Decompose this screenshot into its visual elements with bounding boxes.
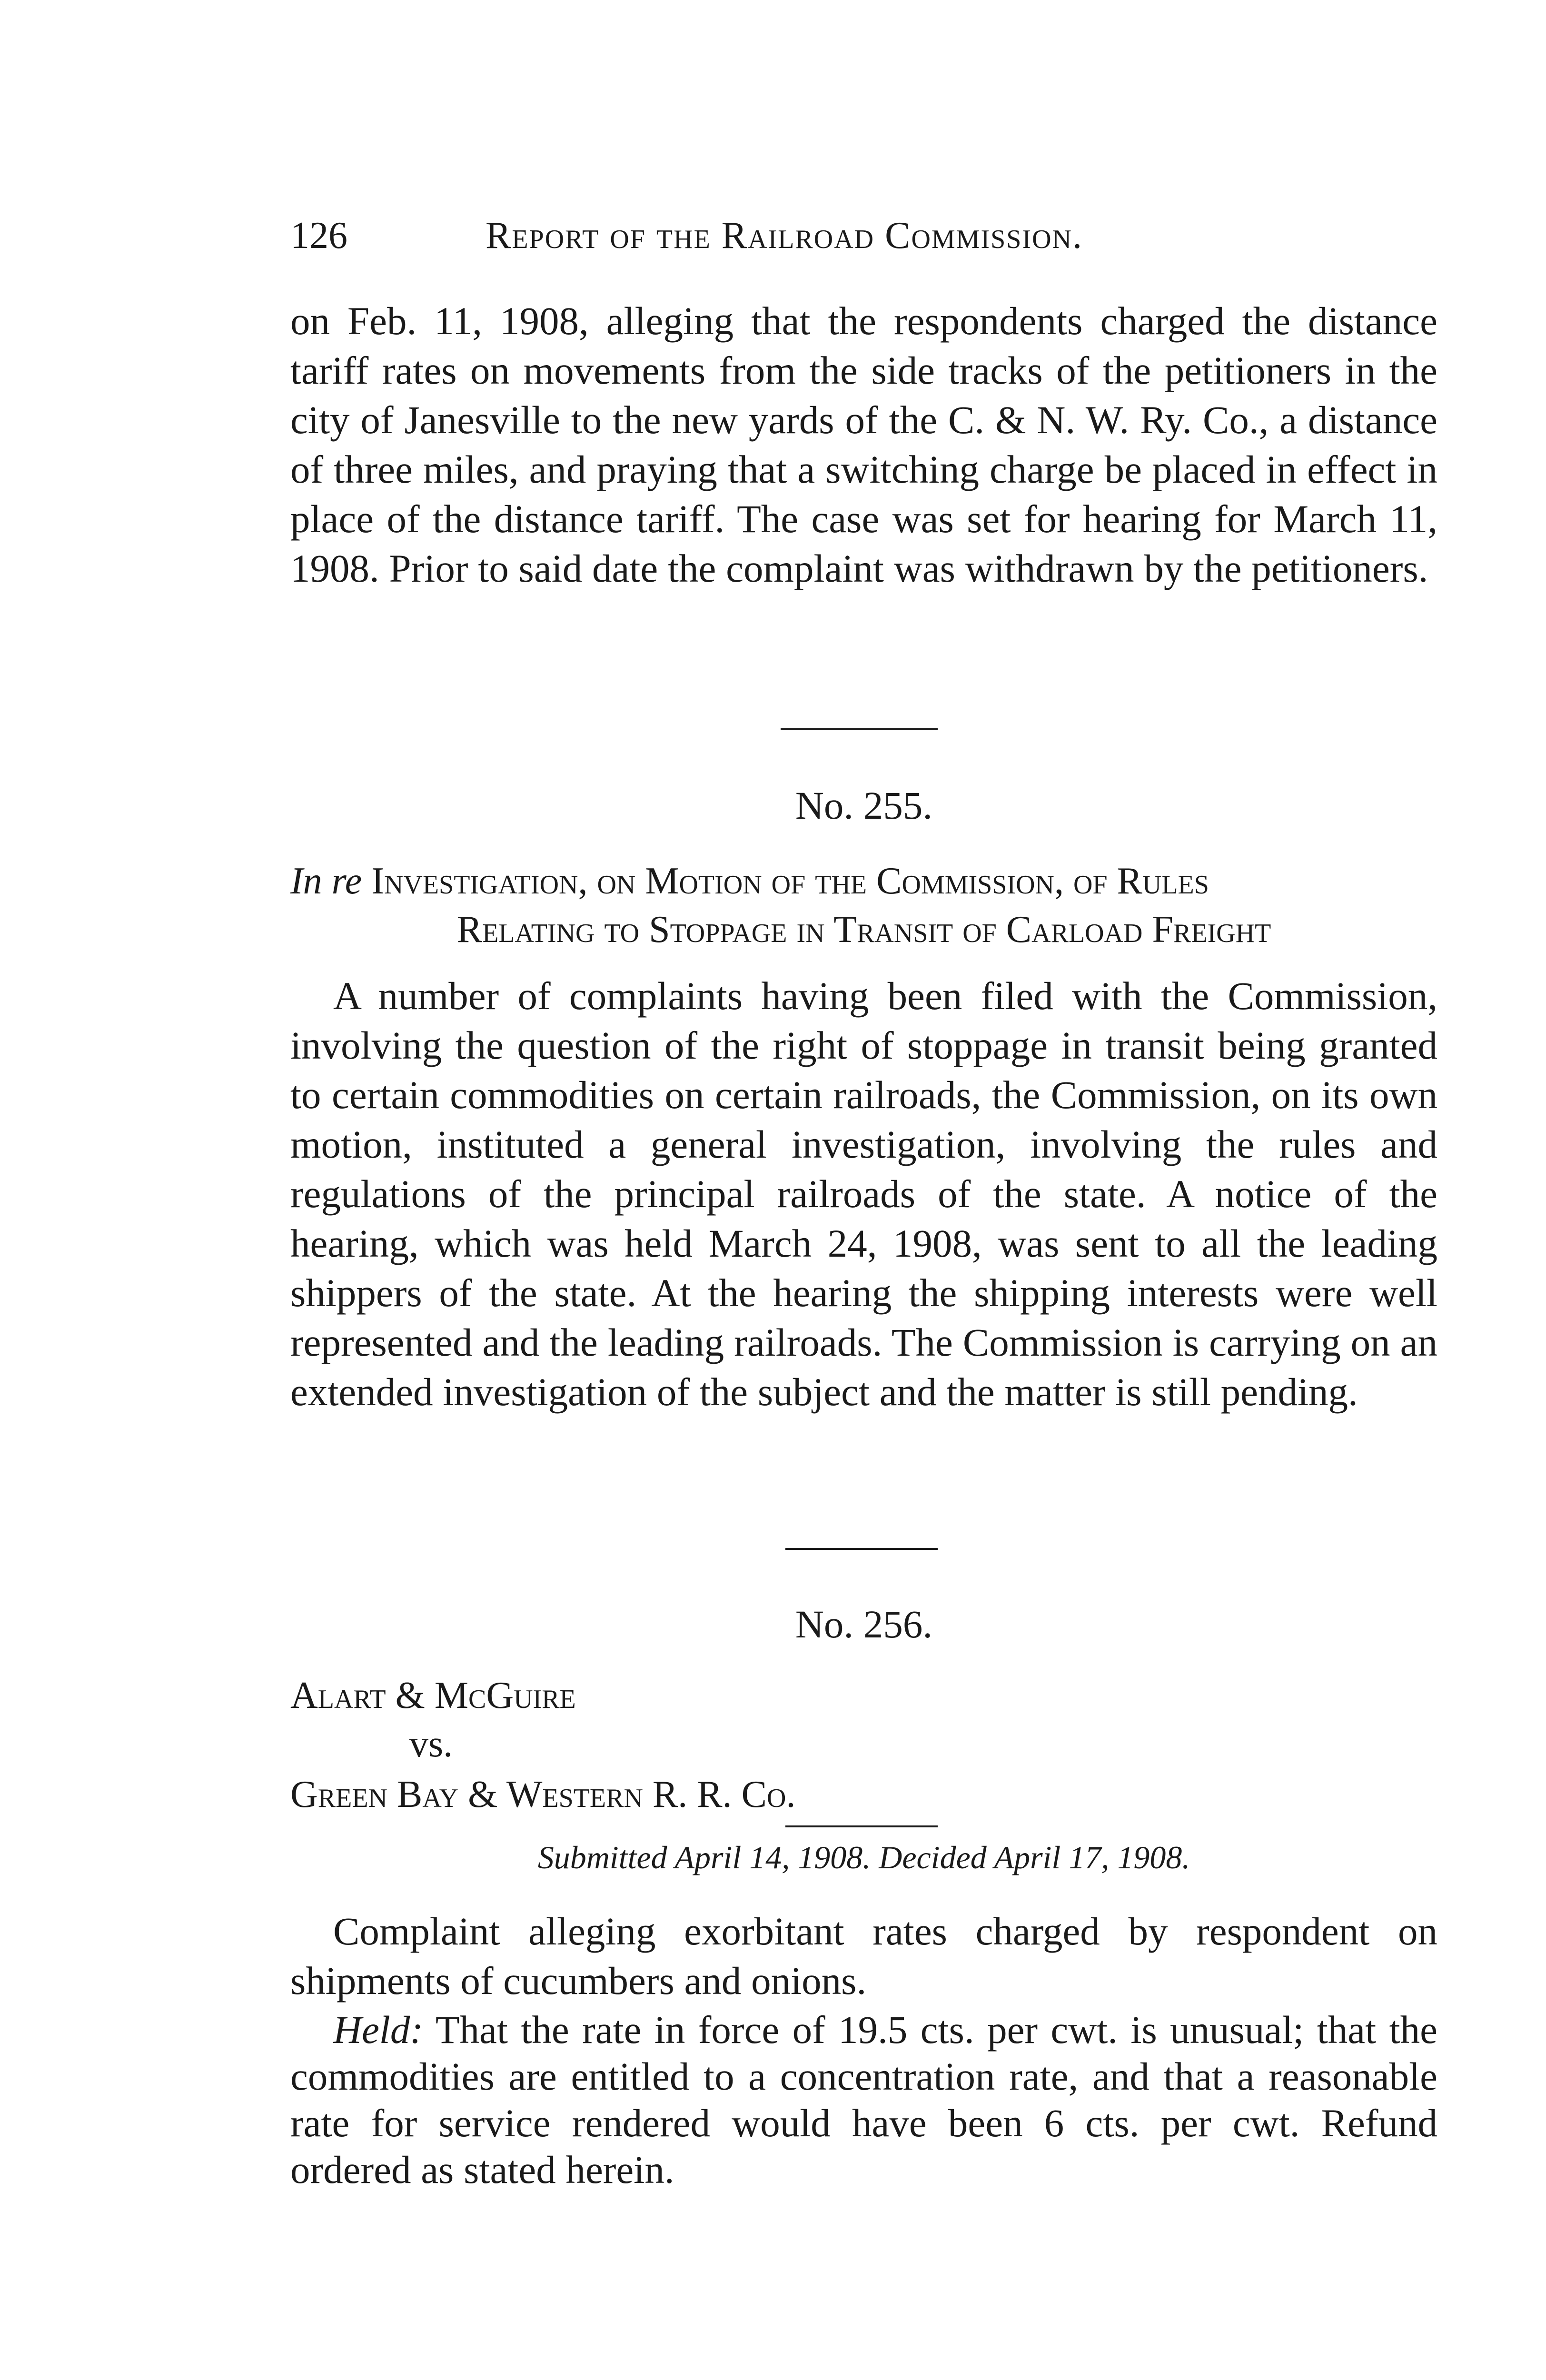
opening-paragraph: on Feb. 11, 1908, alleging that the respondents charged the distance tariff rates on movements from the side tracks of the petitioners in the city of Janesville to the new yards of the C. & N. W. Ry. Co., a distance of three miles, and praying that a switching charge be placed in effect in place of the distance tariff. The case was set for hearing for March 11, 1908. Prior to said date the complaint was withdrawn by the petitioners. [290, 299, 1437, 590]
respondent-name: Green Bay & Western R. R. Co. [290, 1774, 796, 1815]
case-256-holding [290, 2006, 1437, 2193]
page-number: 126 [290, 215, 347, 257]
held-text: That the rate in force of 19.5 cts. per cwt. is unusual; that the commodities are entitled to a concentration rate, and that a reasonable rate for service rendered would have been 6 cts. per cwt. Refund ordered as stated herein. [290, 2008, 1437, 2192]
page-header [290, 209, 1252, 262]
case-255-body: A number of complaints having been filed with the Commission, involving the question of the right of stoppage in transit being granted to certain commodities on certain railroads, the Commission, on its own motion, instituted a general investigation, involving the rules and regulations of the principal railroads of the state. A notice of the hearing, which was held March 24, 1908, was sent to all the leading shippers of the state. At the hearing the shipping interests were well represented and the leading railroads. The Commission is carrying on an extended investigation of the subject and the matter is still pending. [290, 974, 1437, 1414]
case-255-title-line1 [290, 857, 1437, 905]
in-re-label: In re [290, 860, 362, 902]
held-label: Held: [333, 2008, 423, 2052]
section-divider [785, 1548, 938, 1550]
case-number-255: No. 255. [795, 783, 933, 827]
complainant-name: Alart & McGuire [290, 1675, 576, 1716]
submission-dates: Submitted April 14, 1908. Decided April 17, 1908. [537, 1839, 1190, 1875]
versus-label: vs. [409, 1723, 453, 1765]
case-number-256: No. 256. [795, 1602, 933, 1646]
section-divider [781, 728, 938, 730]
caption-divider [785, 1825, 938, 1827]
case-256-summary: Complaint alleging exorbitant rates charged by respondent on shipments of cucumbers and onions. [290, 1909, 1437, 2003]
case-255-title-line2: Relating to Stoppage in Transit of Carload Freight [456, 909, 1271, 951]
running-title: Report of the Railroad Commission. [486, 215, 1083, 257]
case-255-title [290, 857, 1437, 954]
case-255-title-text1: Investigation, on Motion of the Commission, of Rules [371, 860, 1209, 902]
